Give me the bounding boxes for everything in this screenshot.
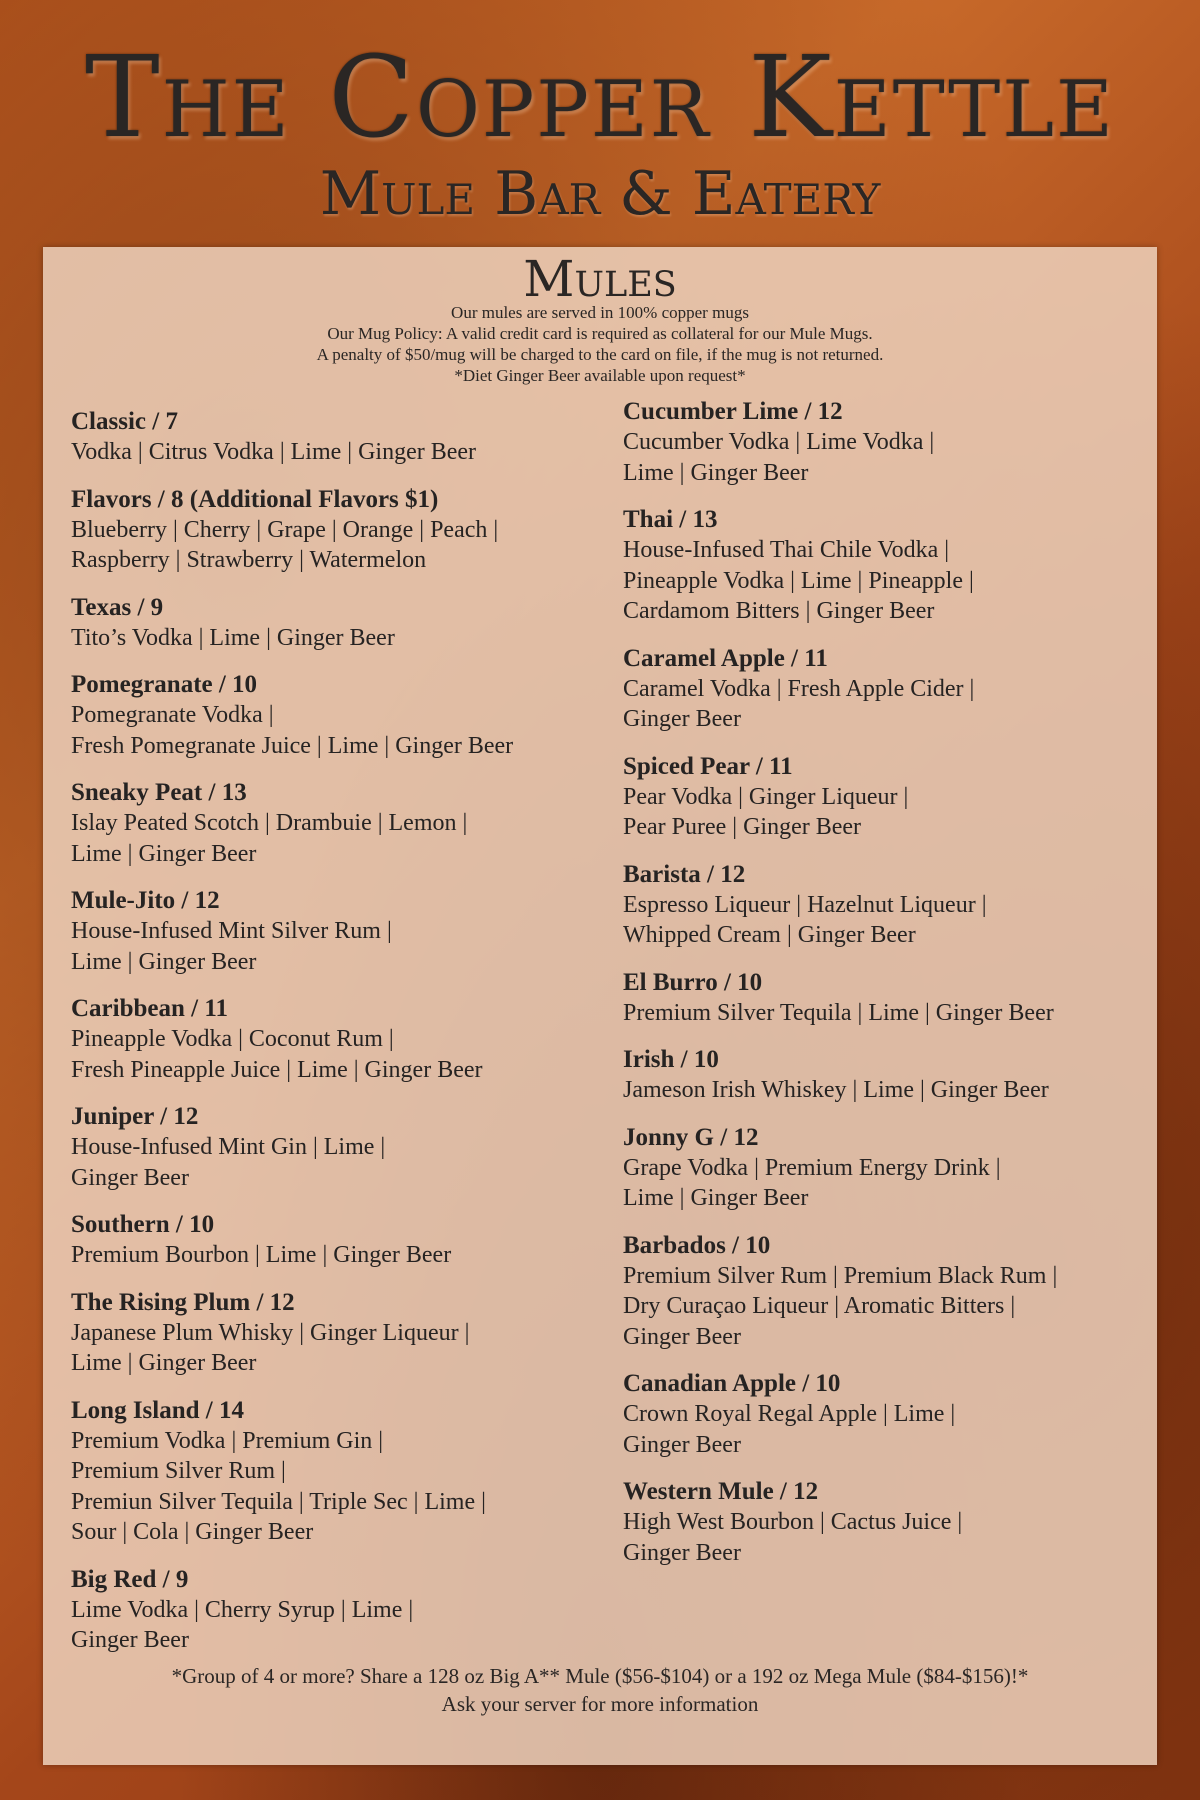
menu-item-name: Canadian Apple / 10 bbox=[623, 1370, 841, 1397]
menu-item bbox=[71, 1396, 611, 1548]
menu-item-name: Barista / 12 bbox=[623, 860, 746, 888]
menu-item bbox=[623, 644, 1163, 735]
menu-item-description: Islay Peated Scotch | Drambuie | Lemon | Lime | Ginger Beer bbox=[71, 810, 468, 867]
note-line: A penalty of $50/mug will be charged to the card on file, if the mug is not returned. bbox=[316, 345, 884, 364]
menu-item-name: Classic / 7 bbox=[71, 408, 178, 435]
menu-item bbox=[623, 1231, 1163, 1353]
menu-item bbox=[71, 670, 611, 761]
menu-item-name: Western Mule / 12 bbox=[623, 1478, 819, 1505]
menu-item bbox=[71, 407, 611, 468]
menu-item bbox=[623, 860, 1163, 951]
menu-item-description: Premium Vodka | Premium Gin | Premium Silver Rum | Premiun Silver Tequila | Triple Sec | Lime | Sour | Cola | Ginger Beer bbox=[71, 1427, 486, 1545]
menu-item bbox=[623, 1123, 1163, 1214]
footer-info: Ask your server for more information bbox=[441, 1692, 759, 1716]
menu-item bbox=[71, 1288, 611, 1379]
note-line: *Diet Ginger Beer available upon request* bbox=[454, 366, 746, 385]
menu-item-name: Sneaky Peat / 13 bbox=[71, 779, 247, 806]
menu-item-name: Southern / 10 bbox=[71, 1211, 215, 1238]
menu-item-name: Texas / 9 bbox=[71, 593, 164, 621]
note-line: Our Mug Policy: A valid credit card is required as collateral for our Mule Mugs. bbox=[327, 324, 873, 343]
footer-promo: *Group of 4 or more? Share a 128 oz Big A** Mule ($56-$104) or a 192 oz Mega Mule ($84-$156)!* bbox=[171, 1664, 1029, 1688]
menu-item-description: Premium Silver Rum | Premium Black Rum | Dry Curaçao Liqueur | Aromatic Bitters | Ginger Beer bbox=[623, 1262, 1058, 1350]
menu-item bbox=[71, 1565, 611, 1656]
note-line: Our mules are served in 100% copper mugs bbox=[451, 303, 749, 322]
menu-item bbox=[71, 994, 611, 1085]
menu-item bbox=[623, 505, 1163, 627]
menu-item-description: High West Bourbon | Cactus Juice | Ginger Beer bbox=[623, 1509, 963, 1566]
menu-item-name: Barbados / 10 bbox=[623, 1231, 771, 1259]
menu-item-description: Grape Vodka | Premium Energy Drink | Lime | Ginger Beer bbox=[623, 1154, 1001, 1211]
menu-item-description: Vodka | Citrus Vodka | Lime | Ginger Beer bbox=[71, 439, 477, 465]
menu-item bbox=[623, 1369, 1163, 1460]
menu-footer bbox=[43, 1662, 1157, 1718]
menu-item-description: Premium Bourbon | Lime | Ginger Beer bbox=[71, 1242, 452, 1268]
menu-item-description: Pear Vodka | Ginger Liqueur | Pear Puree | Ginger Beer bbox=[623, 783, 909, 840]
menu-item-name: Caramel Apple / 11 bbox=[623, 644, 828, 672]
menu-item-name: Big Red / 9 bbox=[71, 1565, 189, 1593]
menu-item bbox=[71, 1102, 611, 1193]
menu-item-description: Espresso Liqueur | Hazelnut Liqueur | Whipped Cream | Ginger Beer bbox=[623, 891, 987, 948]
menu-item-name: Pomegranate / 10 bbox=[71, 671, 258, 698]
menu-item bbox=[71, 485, 611, 576]
menu-item-name: Spiced Pear / 11 bbox=[623, 752, 793, 780]
menu-item bbox=[623, 1477, 1163, 1568]
menu-item-name: Cucumber Lime / 12 bbox=[623, 398, 843, 425]
menu-item bbox=[623, 397, 1163, 488]
menu-item-description: Jameson Irish Whiskey | Lime | Ginger Beer bbox=[623, 1077, 1049, 1103]
section-title: Mules bbox=[523, 250, 677, 308]
menu-item-description: Blueberry | Cherry | Grape | Orange | Peach | Raspberry | Strawberry | Watermelon bbox=[71, 516, 499, 573]
menu-item-description: Premium Silver Tequila | Lime | Ginger Beer bbox=[623, 999, 1054, 1026]
menu-item-name: Jonny G / 12 bbox=[623, 1123, 759, 1151]
menu-item-description: Caramel Vodka | Fresh Apple Cider | Ginger Beer bbox=[623, 675, 975, 732]
menu-item-description: Cucumber Vodka | Lime Vodka | Lime | Ginger Beer bbox=[623, 429, 935, 486]
menu-item bbox=[71, 593, 611, 654]
menu-item bbox=[71, 886, 611, 977]
menu-item-description: Pineapple Vodka | Coconut Rum | Fresh Pineapple Juice | Lime | Ginger Beer bbox=[71, 1026, 483, 1083]
menu-notes bbox=[43, 302, 1157, 386]
menu-item-description: House-Infused Mint Silver Rum | Lime | Ginger Beer bbox=[71, 918, 392, 975]
menu-item-description: House-Infused Mint Gin | Lime | Ginger Beer bbox=[71, 1134, 386, 1191]
menu-panel bbox=[43, 247, 1157, 1765]
menu-item bbox=[623, 1045, 1163, 1106]
menu-item-description: Japanese Plum Whisky | Ginger Liqueur | Lime | Ginger Beer bbox=[71, 1319, 470, 1376]
menu-item bbox=[623, 968, 1163, 1029]
left-menu-column bbox=[71, 407, 611, 1673]
menu-item-name: Irish / 10 bbox=[623, 1046, 719, 1073]
menu-item-description: Tito’s Vodka | Lime | Ginger Beer bbox=[71, 624, 395, 651]
menu-item bbox=[71, 778, 611, 869]
menu-item-description: Pomegranate Vodka | Fresh Pomegranate Juice | Lime | Ginger Beer bbox=[71, 702, 514, 759]
menu-item-name: Thai / 13 bbox=[623, 506, 718, 533]
menu-item bbox=[623, 752, 1163, 843]
restaurant-subtitle: Mule Bar & Eatery bbox=[319, 159, 881, 229]
menu-item-name: The Rising Plum / 12 bbox=[71, 1288, 295, 1316]
menu-item-description: Crown Royal Regal Apple | Lime | Ginger Beer bbox=[623, 1401, 956, 1458]
menu-item-description: Lime Vodka | Cherry Syrup | Lime | Ginger Beer bbox=[71, 1596, 414, 1653]
menu-item-description: House-Infused Thai Chile Vodka | Pineapple Vodka | Lime | Pineapple | Cardamom Bitters | Ginger Beer bbox=[623, 537, 974, 624]
menu-item-name: Juniper / 12 bbox=[71, 1103, 199, 1130]
menu-item bbox=[71, 1210, 611, 1271]
menu-item-name: Mule-Jito / 12 bbox=[71, 887, 220, 914]
menu-item-name: El Burro / 10 bbox=[623, 968, 763, 996]
restaurant-title: The Copper Kettle bbox=[85, 33, 1115, 163]
menu-item-name: Caribbean / 11 bbox=[71, 995, 228, 1022]
menu-item-name: Long Island / 14 bbox=[71, 1396, 244, 1424]
menu-item-name: Flavors / 8 (Additional Flavors $1) bbox=[71, 485, 439, 513]
right-menu-column bbox=[623, 397, 1163, 1585]
